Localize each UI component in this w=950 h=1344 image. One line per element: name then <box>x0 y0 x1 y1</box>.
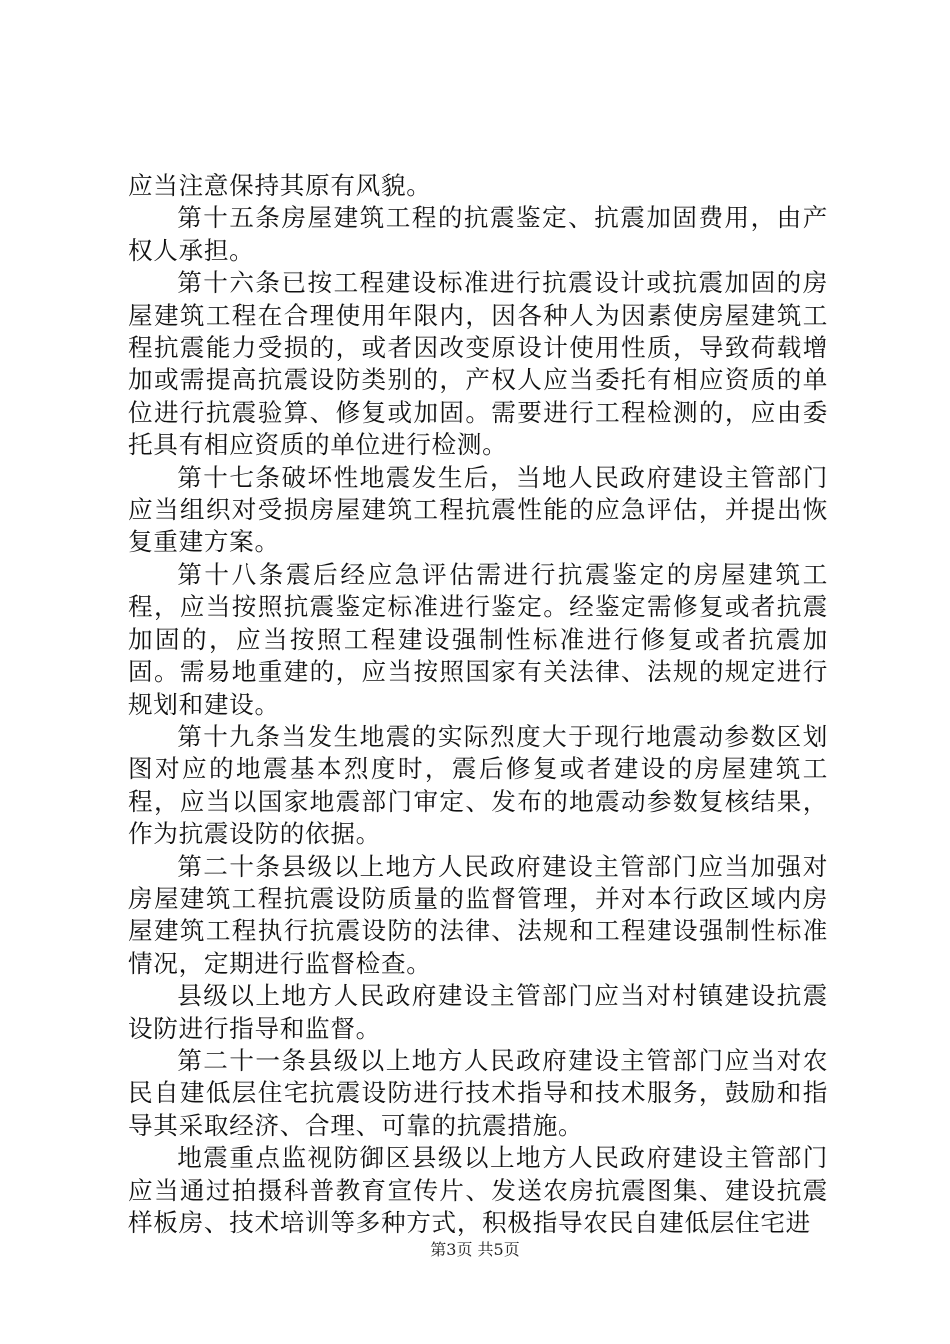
paragraph-article-21: 第二十一条县级以上地方人民政府建设主管部门应当对农民自建低层住宅抗震设防进行技术指导和技术服务，鼓励和指导其采取经济、合理、可靠的抗震措施。 <box>128 1045 828 1140</box>
page-number-label: 第3页 共5页 <box>430 1240 520 1259</box>
paragraph-continuation: 应当注意保持其原有风貌。 <box>128 171 432 200</box>
document-body <box>128 170 828 1239</box>
paragraph-article-21-clause-2: 地震重点监视防御区县级以上地方人民政府建设主管部门应当通过拍摄科普教育宣传片、发送农房抗震图集、建设抗震样板房、技术培训等多种方式，积极指导农民自建低层住宅进 <box>128 1143 828 1237</box>
paragraph-article-19: 第十九条当发生地震的实际烈度大于现行地震动参数区划图对应的地震基本烈度时，震后修复或者建设的房屋建筑工程，应当以国家地震部门审定、发布的地震动参数复核结果，作为抗震设防的依据。 <box>128 721 828 849</box>
paragraph-article-17: 第十七条破坏性地震发生后，当地人民政府建设主管部门应当组织对受损房屋建筑工程抗震性能的应急评估，并提出恢复重建方案。 <box>128 462 828 557</box>
paragraph-article-18: 第十八条震后经应急评估需进行抗震鉴定的房屋建筑工程，应当按照抗震鉴定标准进行鉴定。经鉴定需修复或者抗震加固的，应当按照工程建设强制性标准进行修复或者抗震加固。需易地重建的，应当按照国家有关法律、法规的规定进行规划和建设。 <box>128 559 828 719</box>
page-footer <box>0 1240 950 1260</box>
paragraph-article-15: 第十五条房屋建筑工程的抗震鉴定、抗震加固费用，由产权人承担。 <box>128 203 828 265</box>
paragraph-article-16: 第十六条已按工程建设标准进行抗震设计或抗震加固的房屋建筑工程在合理使用年限内，因各种人为因素使房屋建筑工程抗震能力受损的，或者因改变原设计使用性质，导致荷载增加或需提高抗震设防类别的，产权人应当委托有相应资质的单位进行抗震验算、修复或加固。需要进行工程检测的，应由委托具有相应资质的单位进行检测。 <box>128 268 828 460</box>
paragraph-article-20: 第二十条县级以上地方人民政府建设主管部门应当加强对房屋建筑工程抗震设防质量的监督管理，并对本行政区域内房屋建筑工程执行抗震设防的法律、法规和工程建设强制性标准情况，定期进行监督检查。 <box>128 851 828 978</box>
paragraph-article-20-clause-2: 县级以上地方人民政府建设主管部门应当对村镇建设抗震设防进行指导和监督。 <box>128 981 828 1043</box>
